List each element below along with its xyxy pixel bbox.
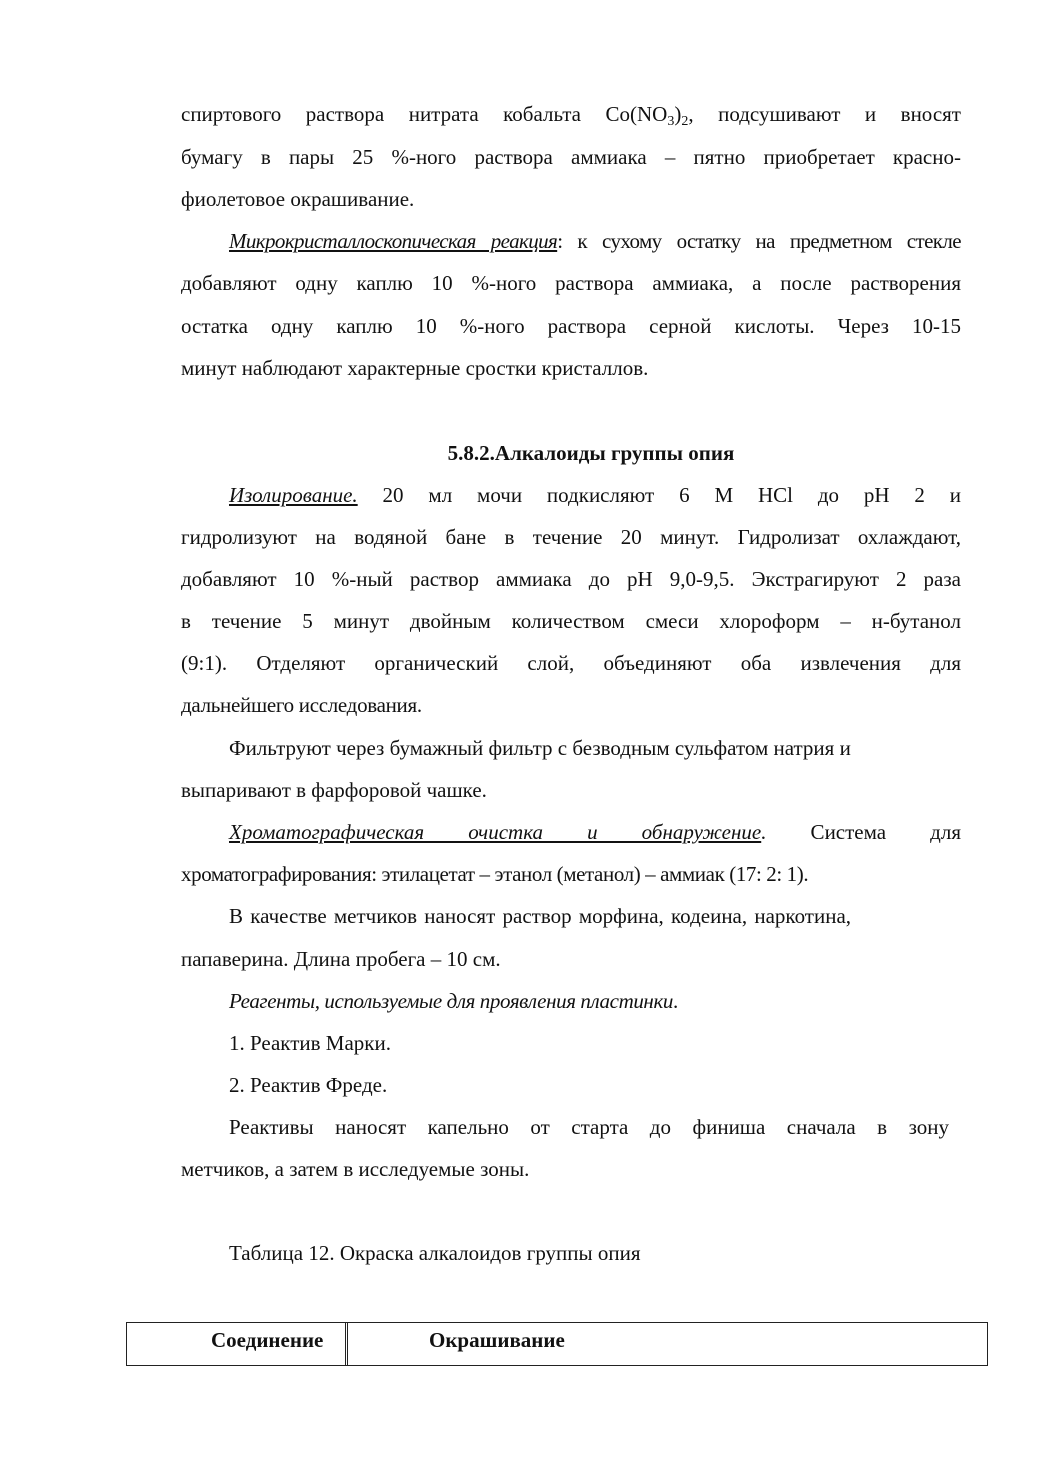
list-item: 1. Реактив Марки. xyxy=(229,1031,391,1055)
paragraph-8-line-2: метчиков, а затем в исследуемые зоны. xyxy=(181,1157,530,1181)
isolation-label: Изолирование. xyxy=(229,483,358,507)
paragraph-4-line-2: выпаривают в фарфоровой чашке. xyxy=(181,778,487,802)
paragraph-3-line-1: Изолирование. 20 мл мочи подкисляют 6 М HCl до pH 2 и xyxy=(229,483,961,507)
paragraph-3-line-2: гидролизуют на водяной бане в течение 20 минут. Гидролизат охлаждают, xyxy=(181,525,961,549)
table-caption: Таблица 12. Окраска алкалоидов группы опия xyxy=(229,1241,641,1265)
section-heading: 5.8.2.Алкалоиды группы опия xyxy=(447,441,735,465)
data-table xyxy=(126,1322,988,1366)
paragraph-1-line-3: фиолетовое окрашивание. xyxy=(181,187,415,211)
reagents-heading: Реагенты, используемые для проявления пластинки. xyxy=(229,989,678,1013)
paragraph-1-line-1: спиртового раствора нитрата кобальта $Co(NO_3)_2$, подсушивают и вносят xyxy=(181,102,961,129)
paragraph-8-line-1: Реактивы наносят капельно от старта до финиша сначала в зону xyxy=(229,1115,949,1139)
paragraph-6-line-2: папаверина. Длина пробега – 10 см. xyxy=(181,947,501,971)
paragraph-4-line-1: Фильтруют через бумажный фильтр с безводным сульфатом натрия и xyxy=(229,736,851,760)
paragraph-2-line-4: минут наблюдают характерные сростки кристаллов. xyxy=(181,356,649,380)
paragraph-3-line-6: дальнейшего исследования. xyxy=(181,693,422,717)
chromatography-label: Хроматографическая очистка и обнаружение xyxy=(229,820,762,844)
paragraph-6-line-1: В качестве метчиков наносят раствор морфина, кодеина, наркотина, xyxy=(229,904,852,928)
table-header-compound: Соединение xyxy=(211,1328,324,1352)
paragraph-3-line-5: (9:1). Отделяют органический слой, объединяют оба извлечения для xyxy=(181,651,961,675)
paragraph-1-line-2: бумагу в пары 25 %-ного раствора аммиака – пятно приобретает красно- xyxy=(181,145,961,169)
paragraph-5-line-1: Хроматографическая очистка и обнаружение. Система для xyxy=(229,820,961,844)
table-column-divider xyxy=(345,1323,348,1365)
paragraph-3-line-4: в течение 5 минут двойным количеством смеси хлороформ – н-бутанол xyxy=(181,609,961,633)
table-header-coloring: Окрашивание xyxy=(429,1328,565,1352)
microcrystal-reaction-label: Микрокристаллоскопическая реакция xyxy=(229,229,558,253)
paragraph-2-line-2: добавляют одну каплю 10 %-ного раствора аммиака, а после растворения xyxy=(181,271,961,295)
paragraph-5-line-2: хроматографирования: этилацетат – этанол (метанол) – аммиак (17: 2: 1). xyxy=(181,862,809,886)
list-item: 2. Реактив Фреде. xyxy=(229,1073,388,1097)
paragraph-3-line-3: добавляют 10 %-ный раствор аммиака до pH 9,0-9,5. Экстрагируют 2 раза xyxy=(181,567,961,591)
paragraph-2-line-3: остатка одну каплю 10 %-ного раствора серной кислоты. Через 10-15 xyxy=(181,314,961,338)
paragraph-2-line-1: Микрокристаллоскопическая реакция: к сухому остатку на предметном стекле xyxy=(229,229,962,253)
